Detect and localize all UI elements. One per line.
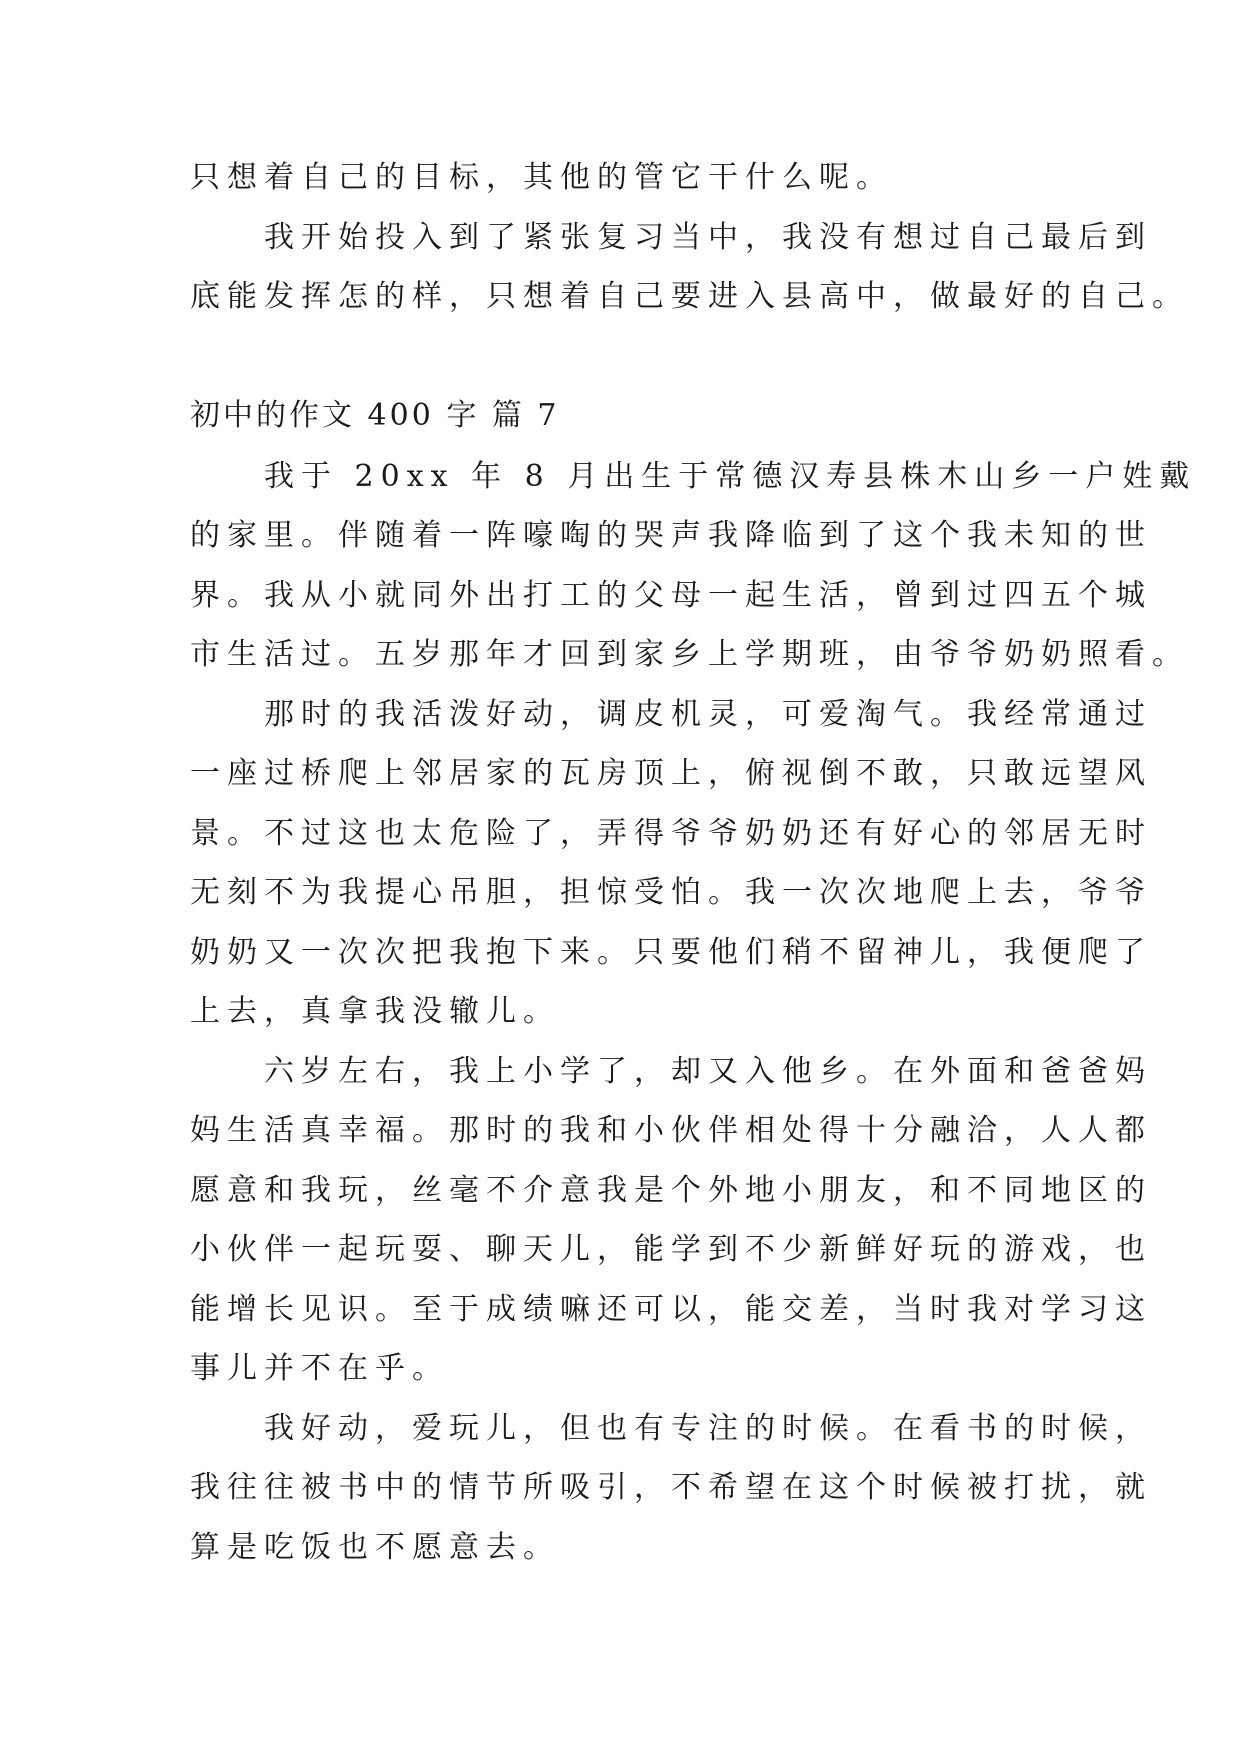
text-line: 的家里。伴随着一阵嚎啕的哭声我降临到了这个我未知的世 bbox=[190, 518, 1152, 553]
text-line: 六岁左右，我上小学了，却又入他乡。在外面和爸爸妈 bbox=[190, 1053, 1152, 1089]
text-line: 市生活过。五岁那年才回到家乡上学期班，由爷爷奶奶照看。 bbox=[190, 637, 1189, 672]
text-line: 那时的我活泼好动，调皮机灵，可爱淘气。我经常通过 bbox=[190, 696, 1152, 732]
text-line: 底能发挥怎的样，只想着自己要进入县高中，做最好的自己。 bbox=[190, 279, 1189, 314]
paragraph-gap bbox=[190, 327, 1060, 385]
text-line: 算是吃饭也不愿意去。 bbox=[190, 1529, 560, 1565]
text-line: 能增长见识。至于成绩嘛还可以，能交差，当时我对学习这 bbox=[190, 1291, 1152, 1327]
section-heading: 初中的作文 400 字 篇 7 bbox=[190, 397, 560, 433]
text-line: 奶奶又一次次把我抱下来。只要他们稍不留神儿，我便爬了 bbox=[190, 934, 1152, 970]
text-line: 我好动，爱玩儿，但也有专注的时候。在看书的时候， bbox=[190, 1410, 1152, 1446]
text-line: 界。我从小就同外出打工的父母一起生活，曾到过四五个城 bbox=[190, 577, 1152, 613]
document-page bbox=[190, 148, 1197, 1577]
text-line: 一座过桥爬上邻居家的瓦房顶上，俯视倒不敢，只敢远望风 bbox=[190, 756, 1152, 791]
text-line: 我于 20xx 年 8 月出生于常德汉寿县株木山乡一户姓戴 bbox=[190, 458, 1197, 494]
text-line: 事儿并不在乎。 bbox=[190, 1351, 449, 1386]
text-line: 小伙伴一起玩耍、聊天儿，能学到不少新鲜好玩的游戏，也 bbox=[190, 1232, 1152, 1267]
text-line: 上去，真拿我没辙儿。 bbox=[190, 994, 560, 1029]
text-line: 妈生活真幸福。那时的我和小伙伴相处得十分融洽，人人都 bbox=[190, 1113, 1152, 1148]
text-line: 无刻不为我提心吊胆，担惊受怕。我一次次地爬上去，爷爷 bbox=[190, 875, 1152, 910]
text-line: 我开始投入到了紧张复习当中，我没有想过自己最后到 bbox=[190, 219, 1152, 255]
text-line: 我往往被书中的情节所吸引，不希望在这个时候被打扰，就 bbox=[190, 1470, 1152, 1505]
text-line: 只想着自己的目标，其他的管它干什么呢。 bbox=[190, 160, 893, 195]
text-line: 景。不过这也太危险了，弄得爷爷奶奶还有好心的邻居无时 bbox=[190, 815, 1152, 851]
text-line: 愿意和我玩，丝毫不介意我是个外地小朋友，和不同地区的 bbox=[190, 1172, 1152, 1208]
